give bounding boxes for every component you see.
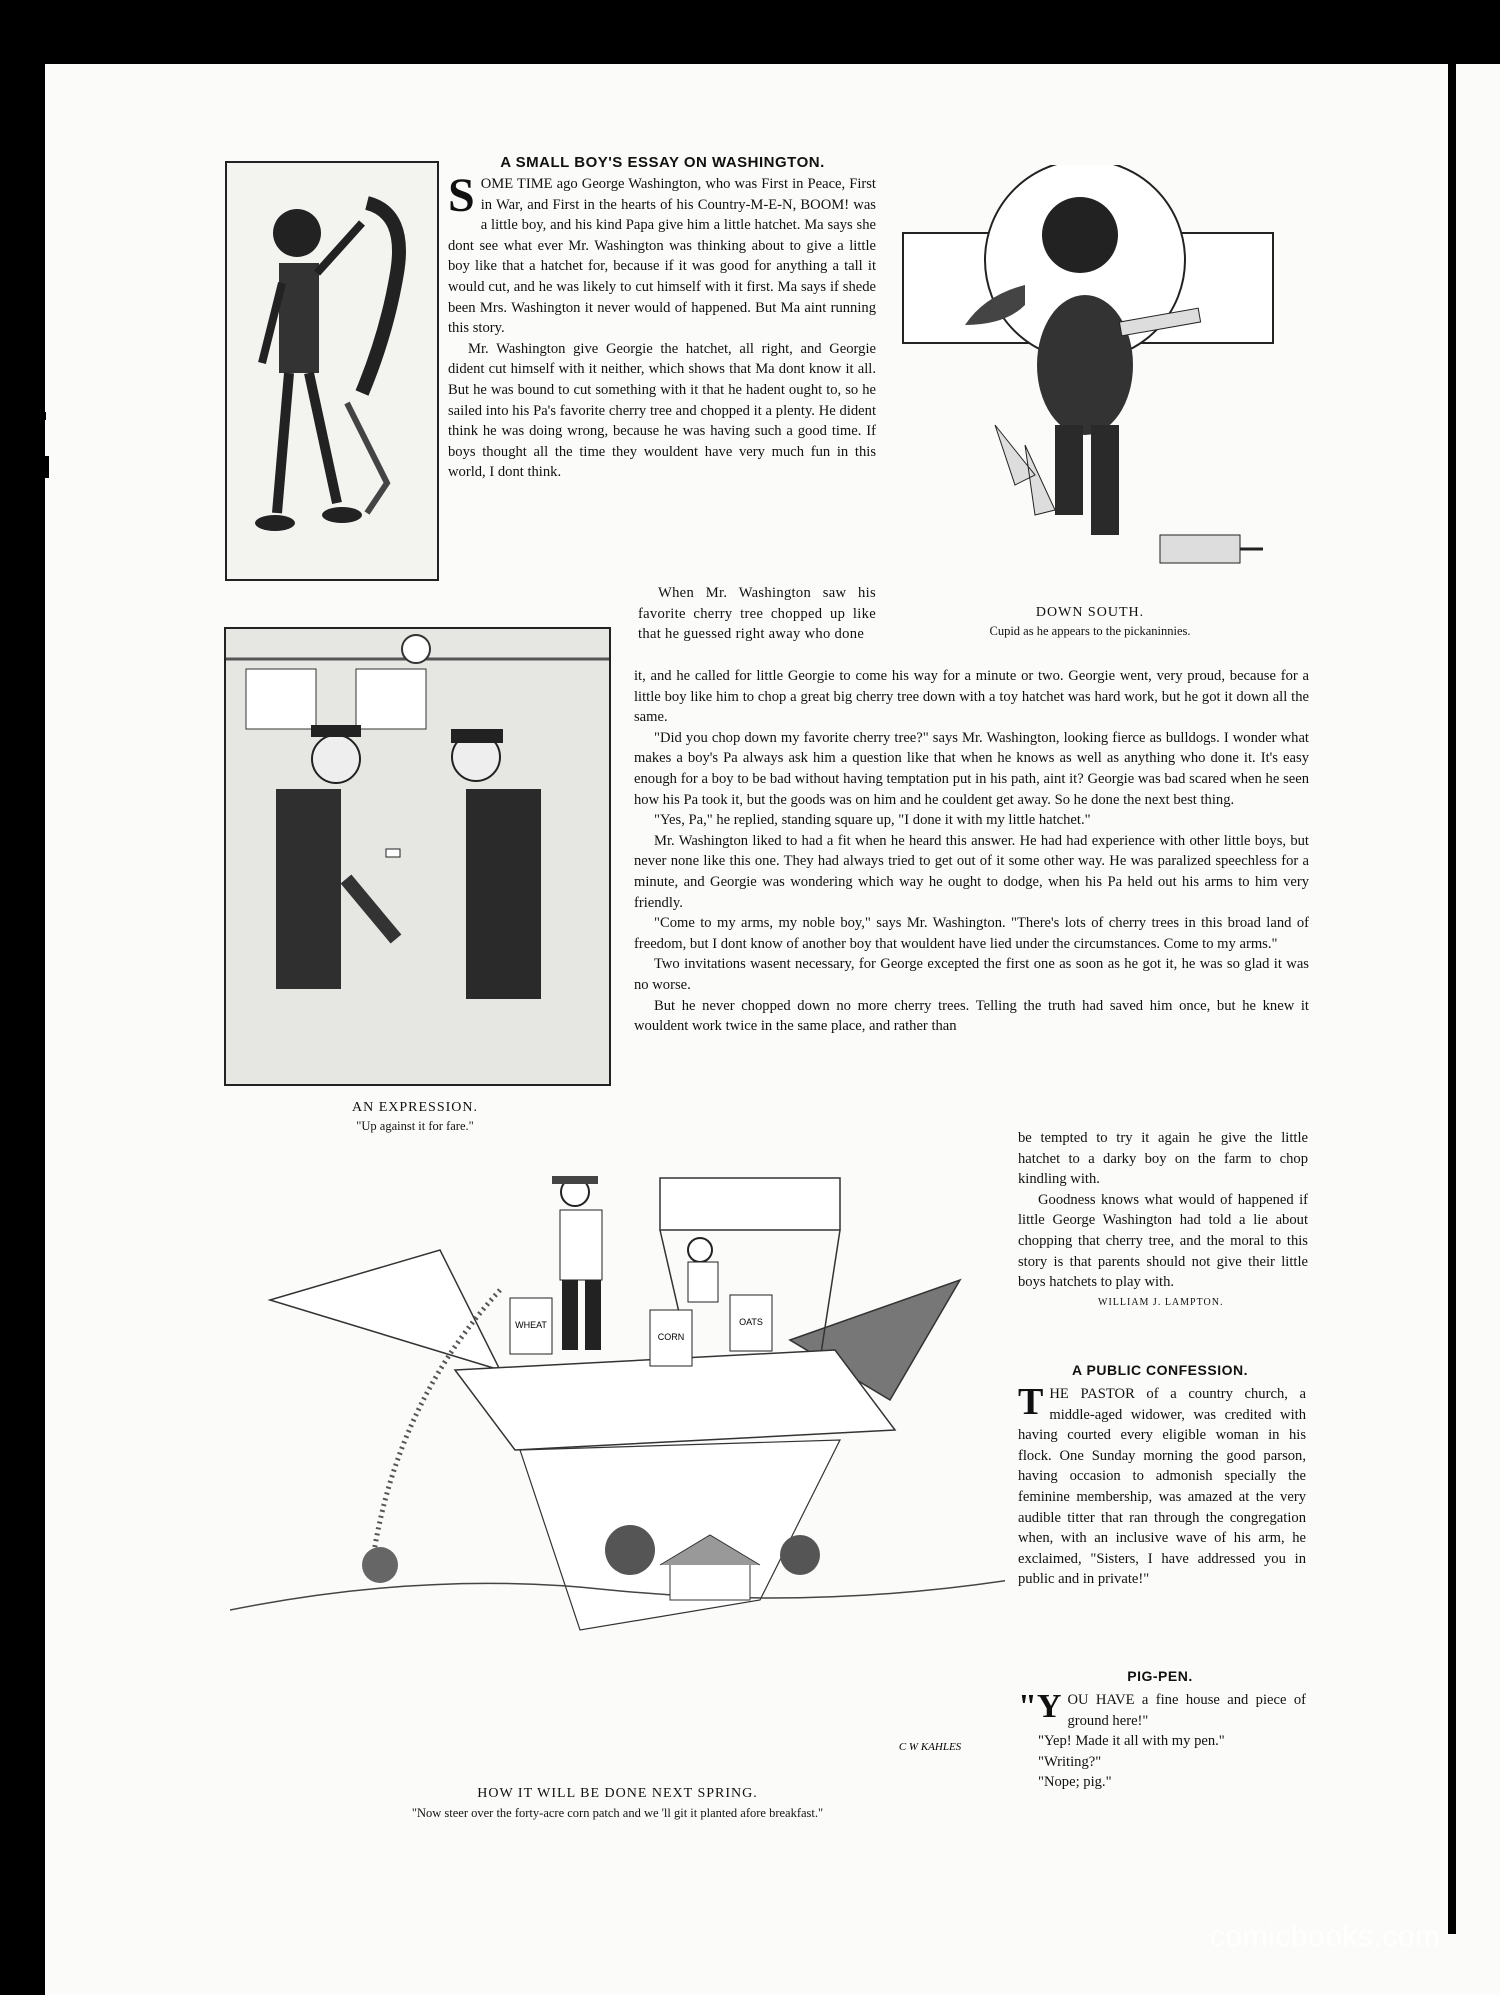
margin-mark xyxy=(27,1477,34,1486)
confession-text: HE PASTOR of a country church, a middle-aged widower, was credited with having courted every eligible woman in his flock. One Sunday morning the good parson, having occasion to admonish specially the feminine membership, was amazed at the very audible titter that ran through the congregation when, with an inclusive wave of his arm, he exclaimed, "Sisters, I have addressed you in public and in private!" xyxy=(1018,1386,1306,1588)
essay-column-wide xyxy=(634,666,1309,1037)
essay-paragraph-1: OME TIME ago George Washington, who was First in Peace, First in War, and First in the hearts of his Country-M-E-N, BOOM! was a little boy, and his kind Papa give him a little hatchet. Ma says she dont see what ever Mr. Washington was thinking about to give a little boy like that a hatchet for, because if it was good for anything a tall it would cut, and he was likely to cut himself with it first. Ma says if shede been Mrs. Washington it never would of happened. But Ma aint running this story. xyxy=(448,176,876,337)
expression-subcaption: "Up against it for fare." xyxy=(356,1119,474,1133)
cupid-drawing xyxy=(895,165,1280,595)
essay-paragraph-3-end: it, and he called for little Georgie to come his way for a minute or two. Georgie went, very proud, because for a little boy like him to chop a great big cherry tree down with a toy hatchet was hard work, but he got it down all the same. xyxy=(634,668,1309,726)
essay-paragraph-6: Mr. Washington liked to had a fit when he heard this answer. He had had experience with other little boys, but never none like this one. They had always tried to get out of it some other way. He was paralized speechless for a minute, and Georgie was wondering which way he ought to dodge, when his Pa held out his arms to him very friendly. xyxy=(634,832,1309,911)
margin-mark xyxy=(40,412,46,420)
boy-drawing xyxy=(227,163,437,579)
bucket-label-wheat: WHEAT xyxy=(515,1320,547,1330)
essay-paragraph-2: Mr. Washington give Georgie the hatchet, all right, and Georgie dident cut himself with it neither, which shows that Ma dont know it all. But he was bound to cut something with it that he hadent ought to, so he sailed into his Pa's favorite cherry tree and chopped it a plenty. He dident think he was doing wrong, because he was having such a good time. If boys thought all the time they wouldent have very much fun in this world, I dont think. xyxy=(448,340,876,481)
essay-byline: WILLIAM J. LAMPTON. xyxy=(1098,1296,1224,1308)
pigpen-line-2: "Yep! Made it all with my pen." xyxy=(1038,1733,1225,1750)
expression-illustration xyxy=(224,627,611,1086)
pigpen-title: PIG-PEN. xyxy=(1127,1668,1193,1684)
confession-dropcap: T xyxy=(1018,1381,1044,1423)
pigpen-text-block xyxy=(1018,1690,1306,1793)
pigpen-line-4: "Nope; pig." xyxy=(1038,1774,1112,1791)
margin-mark xyxy=(28,960,36,968)
next-spring-illustration xyxy=(230,1140,1005,1765)
essay-paragraph-10: Goodness knows what would of happened if little George Washington had told a lie about chopping that cherry tree, and the moral to this story is that parents should not give their little boys hatchets to play with. xyxy=(1018,1191,1308,1291)
bucket-label-corn: CORN xyxy=(657,1332,685,1342)
essay-paragraph-7: "Come to my arms, my noble boy," says Mr. Washington. "There's lots of cherry trees in this broad land of freedom, but I dont know of another boy that wouldent have lied under the circumstances. Come to my arms." xyxy=(634,915,1309,952)
margin-mark xyxy=(43,456,49,478)
pigpen-line-3: "Writing?" xyxy=(1038,1753,1102,1770)
essay-paragraph-3-start: When Mr. Washington saw his favorite cherry tree chopped up like that he guessed right away who done xyxy=(638,585,876,643)
essay-paragraph-9b: be tempted to try it again he give the little hatchet to a darky boy on the farm to chop kindling with. xyxy=(1018,1130,1308,1188)
essay-paragraph-8: Two invitations wasent necessary, for George excepted the first one as soon as he got it, he was so glad it was no worse. xyxy=(634,956,1309,993)
essay-column-top xyxy=(448,169,876,483)
down-south-illustration xyxy=(895,165,1280,595)
bucket-label-oats: OATS xyxy=(739,1317,763,1327)
page-edge-bar xyxy=(1448,64,1456,1934)
next-spring-caption: HOW IT WILL BE DONE NEXT SPRING. xyxy=(477,1786,758,1801)
expression-caption: AN EXPRESSION. xyxy=(351,1100,478,1115)
essay-paragraph-9a: But he never chopped down no more cherry trees. Telling the truth had saved him once, but he knew it wouldent work twice in the same place, and rather than xyxy=(634,997,1309,1035)
essay-paragraph-3-narrow xyxy=(638,583,876,645)
flying-machine-drawing xyxy=(230,1140,1005,1765)
down-south-subcaption: Cupid as he appears to the pickaninnies. xyxy=(989,624,1191,638)
confession-title: A PUBLIC CONFESSION. xyxy=(1072,1362,1248,1378)
essay-paragraph-4: "Did you chop down my favorite cherry tree?" says Mr. Washington, looking fierce as bulldogs. I wonder what makes a boy's Pa always ask him a question like that when he knows as well as anything who done it. It's easy enough for a boy to be bad without having temptation put in his path, aint it? Georgie was bad scared when he seen how his Pa took it, but the goods was on him and he couldent get away. So he done the next best thing. xyxy=(634,729,1309,808)
fare-drawing xyxy=(226,629,609,1084)
margin-mark xyxy=(27,1765,33,1771)
essay-dropcap: S xyxy=(448,169,475,222)
next-spring-subcaption: "Now steer over the forty-acre corn patch and we 'll git it planted afore breakfast." xyxy=(411,1806,824,1820)
confession-text-block xyxy=(1018,1381,1306,1590)
pigpen-dropcap: "Y xyxy=(1018,1688,1062,1725)
margin-mark xyxy=(28,152,36,162)
essay-paragraph-5: "Yes, Pa," he replied, standing square up, "I done it with my little hatchet." xyxy=(654,812,1091,829)
essay-column-end xyxy=(1018,1128,1308,1313)
boy-with-hatchet-illustration xyxy=(225,161,439,581)
essay-title: A SMALL BOY'S ESSAY ON WASHINGTON. xyxy=(500,154,825,171)
artist-signature: C W KAHLES xyxy=(898,1741,962,1753)
down-south-caption: DOWN SOUTH. xyxy=(1035,605,1145,620)
pigpen-line-1: OU HAVE a fine house and piece of ground here!" xyxy=(1067,1692,1306,1729)
site-watermark: comicbooks.com xyxy=(1210,1920,1441,1953)
